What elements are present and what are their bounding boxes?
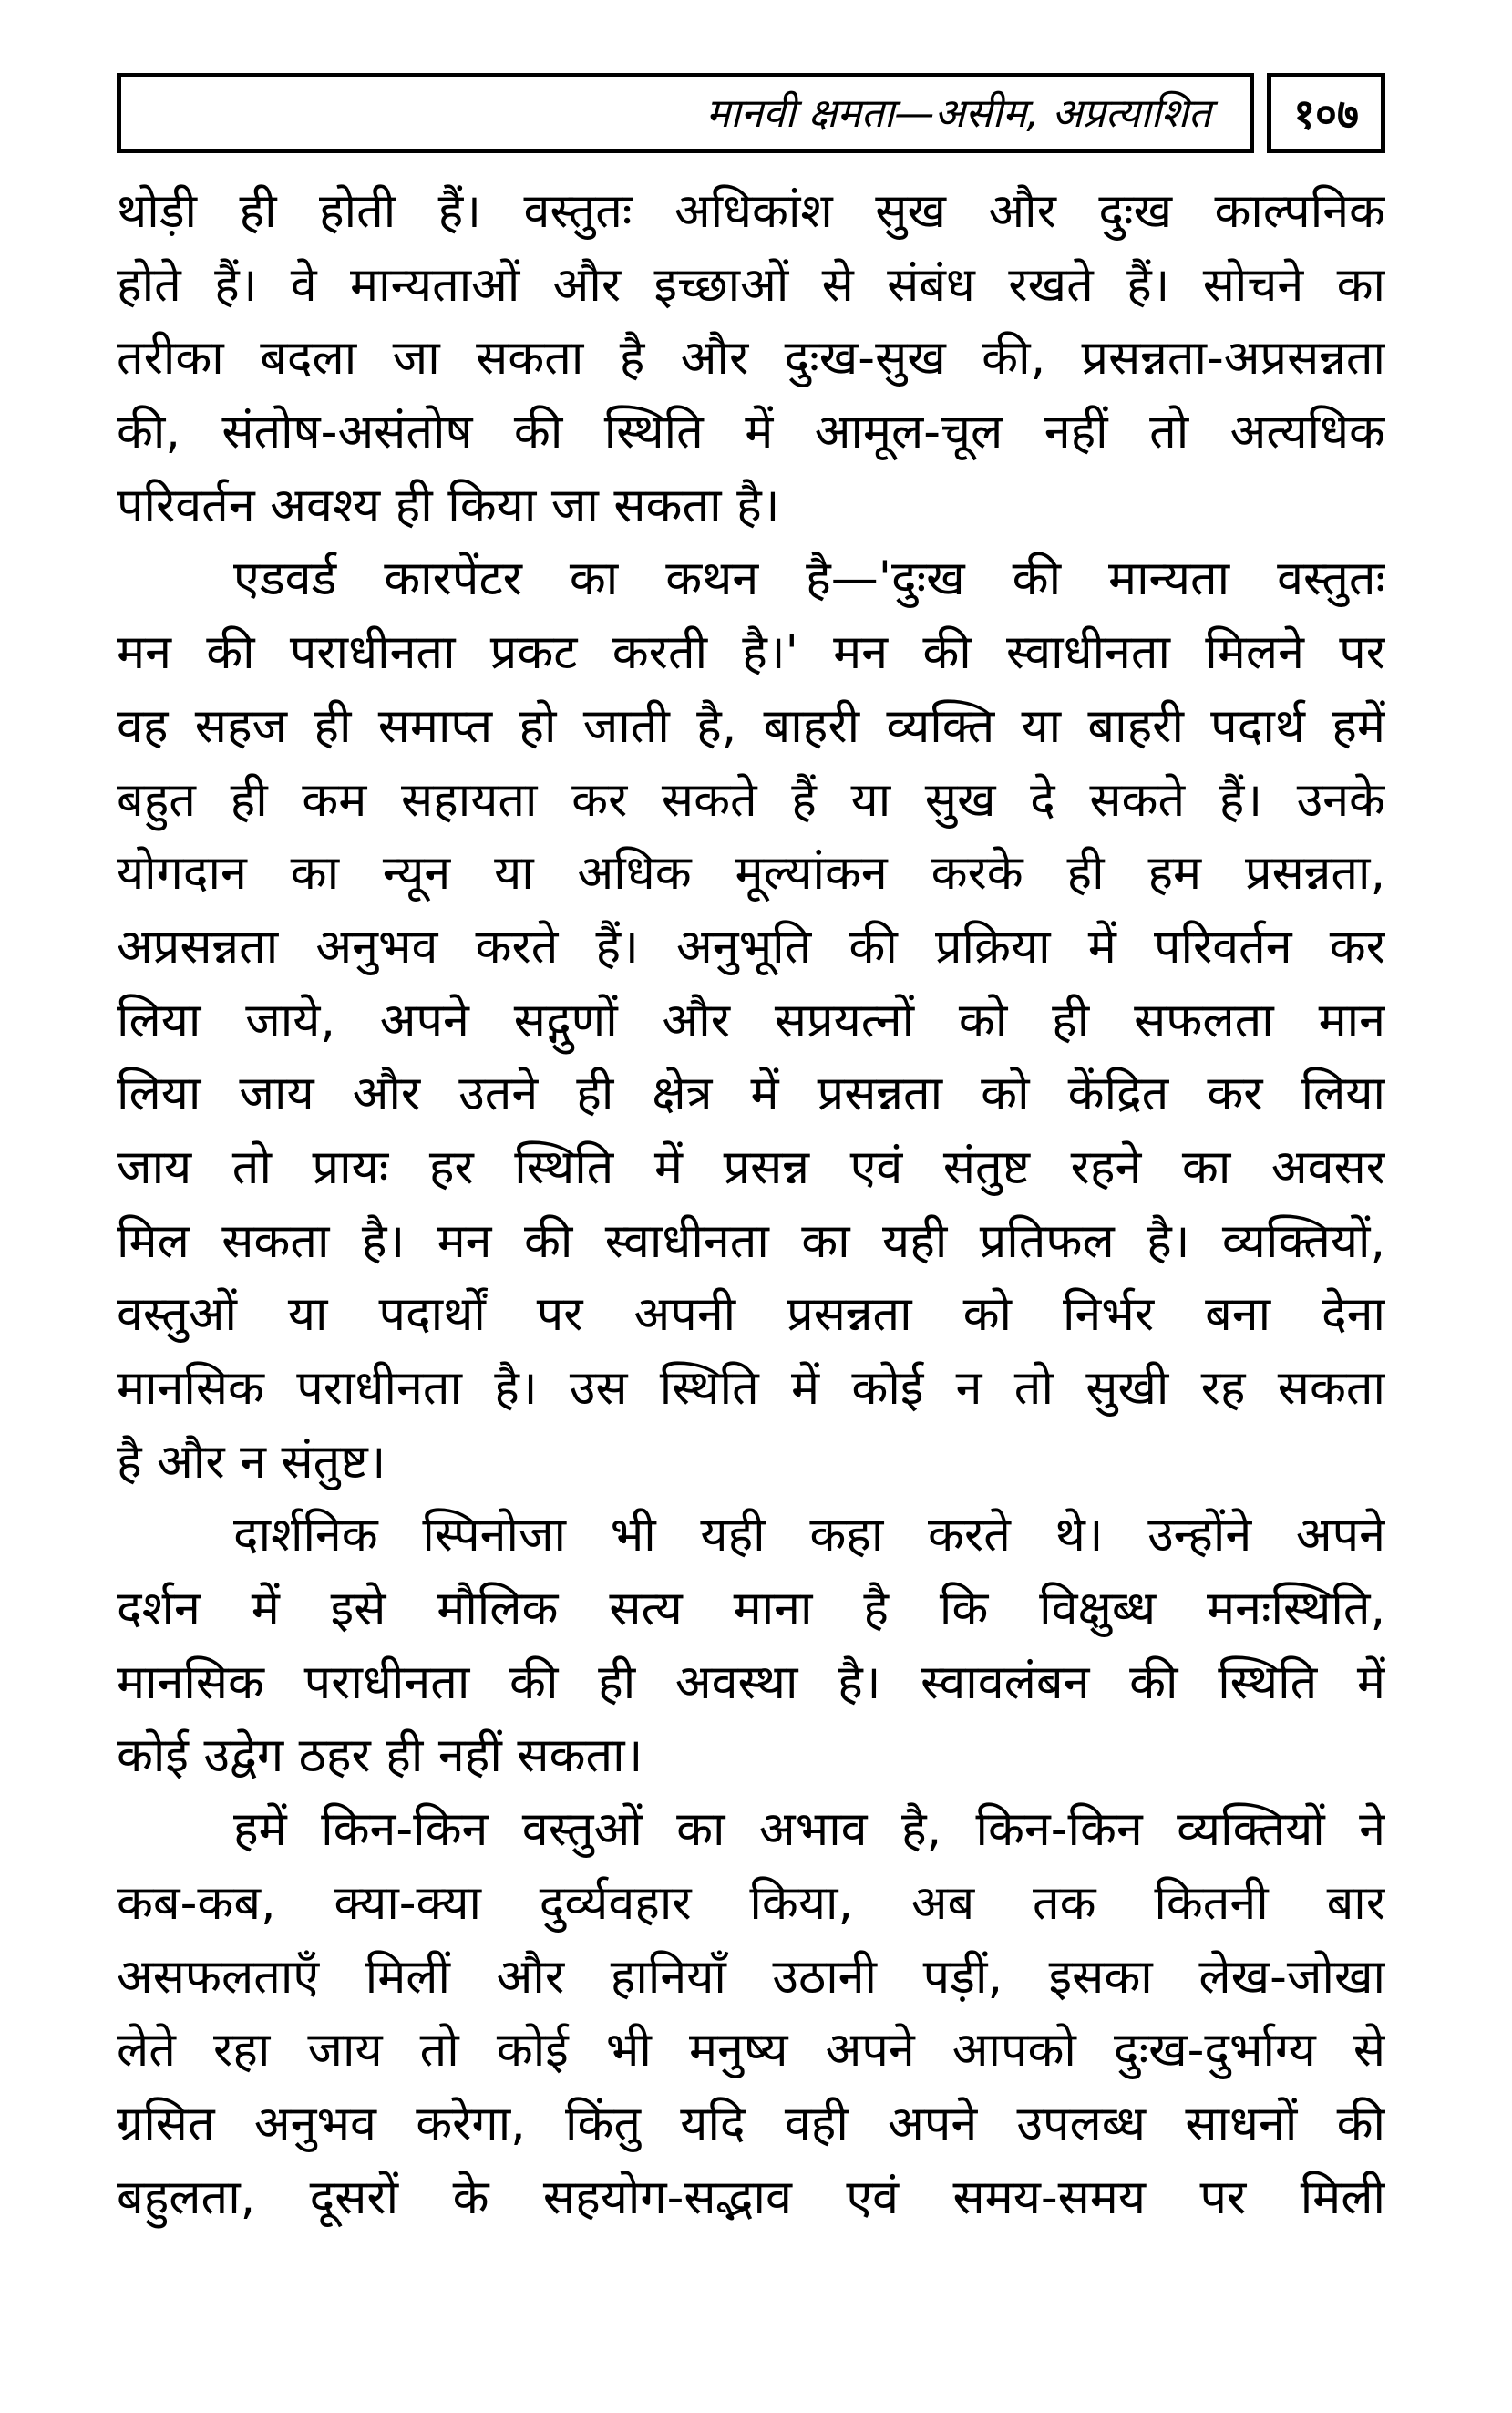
- page-number-box: [1267, 73, 1385, 153]
- text-line: बहुलता, दूसरों के सहयोग-सद्भाव एवं समय-समय पर मिली: [117, 2170, 1385, 2225]
- text-line: जाय तो प्रायः हर स्थिति में प्रसन्न एवं संतुष्ट रहने का अवसर: [117, 1139, 1385, 1195]
- text-line: एडवर्ड कारपेंटर का कथन है—'दुःख की मान्यता वस्तुतः: [233, 552, 1385, 607]
- text-line: मन की पराधीनता प्रकट करती है।' मन की स्वाधीनता मिलने पर: [117, 625, 1385, 681]
- text-line: असफलताएँ मिलीं और हानियाँ उठानी पड़ीं, इसका लेख-जोखा: [117, 1949, 1385, 2005]
- page-header: [117, 73, 1385, 160]
- paragraph-1: [117, 175, 1385, 542]
- body-text: [117, 175, 1385, 2234]
- text-line: लेते रहा जाय तो कोई भी मनुष्य अपने आपको दुःख-दुर्भाग्य से: [117, 2023, 1385, 2078]
- text-line: दर्शन में इसे मौलिक सत्य माना है कि विक्षुब्ध मनःस्थिति,: [117, 1582, 1385, 1637]
- paragraph-3: [117, 1499, 1385, 1793]
- text-line: थोड़ी ही होती हैं। वस्तुतः अधिकांश सुख और दुःख काल्पनिक: [117, 184, 1385, 239]
- text-line: मानसिक पराधीनता है। उस स्थिति में कोई न तो सुखी रह सकता: [117, 1361, 1385, 1416]
- text-line: परिवर्तन अवश्य ही किया जा सकता है।: [117, 478, 780, 533]
- page-number: १०७: [1293, 89, 1359, 139]
- text-line: है और न संतुष्ट।: [117, 1434, 386, 1490]
- text-line: की, संतोष-असंतोष की स्थिति में आमूल-चूल नहीं तो अत्यधिक: [117, 405, 1385, 460]
- text-line: वह सहज ही समाप्त हो जाती है, बाहरी व्यक्ति या बाहरी पदार्थ हमें: [117, 698, 1385, 754]
- text-line: कब-कब, क्या-क्या दुर्व्यवहार किया, अब तक कितनी बार: [117, 1875, 1385, 1931]
- text-line: मिल सकता है। मन की स्वाधीनता का यही प्रतिफल है। व्यक्तियों,: [117, 1213, 1385, 1269]
- text-line: कोई उद्वेग ठहर ही नहीं सकता।: [117, 1728, 643, 1784]
- text-line: योगदान का न्यून या अधिक मूल्यांकन करके ही हम प्रसन्नता,: [117, 846, 1385, 902]
- text-line: वस्तुओं या पदार्थों पर अपनी प्रसन्नता को निर्भर बना देना: [117, 1287, 1385, 1343]
- text-line: लिया जाय और उतने ही क्षेत्र में प्रसन्नता को केंद्रित कर लिया: [117, 1067, 1385, 1122]
- running-title: मानवी क्षमता—असीम, अप्रत्याशित: [705, 90, 1211, 137]
- text-line: मानसिक पराधीनता की ही अवस्था है। स्वावलंबन की स्थिति में: [117, 1655, 1385, 1710]
- text-line: होते हैं। वे मान्यताओं और इच्छाओं से संबंध रखते हैं। सोचने का: [117, 257, 1385, 313]
- text-line: हमें किन-किन वस्तुओं का अभाव है, किन-किन व्यक्तियों ने: [233, 1802, 1385, 1858]
- text-line: तरीका बदला जा सकता है और दुःख-सुख की, प्रसन्नता-अप्रसन्नता: [117, 331, 1385, 387]
- text-line: बहुत ही कम सहायता कर सकते हैं या सुख दे सकते हैं। उनके: [117, 772, 1385, 828]
- text-line: लिया जाये, अपने सद्गुणों और सप्रयत्नों को ही सफलता मान: [117, 993, 1385, 1048]
- paragraph-4: [117, 1793, 1385, 2234]
- text-line: ग्रसित अनुभव करेगा, किंतु यदि वही अपने उपलब्ध साधनों की: [117, 2096, 1385, 2151]
- text-line: दार्शनिक स्पिनोजा भी यही कहा करते थे। उन्होंने अपने: [233, 1508, 1385, 1563]
- text-line: अप्रसन्नता अनुभव करते हैं। अनुभूति की प्रक्रिया में परिवर्तन कर: [117, 919, 1385, 974]
- header-title-box: [117, 73, 1254, 153]
- paragraph-2: [117, 542, 1385, 1499]
